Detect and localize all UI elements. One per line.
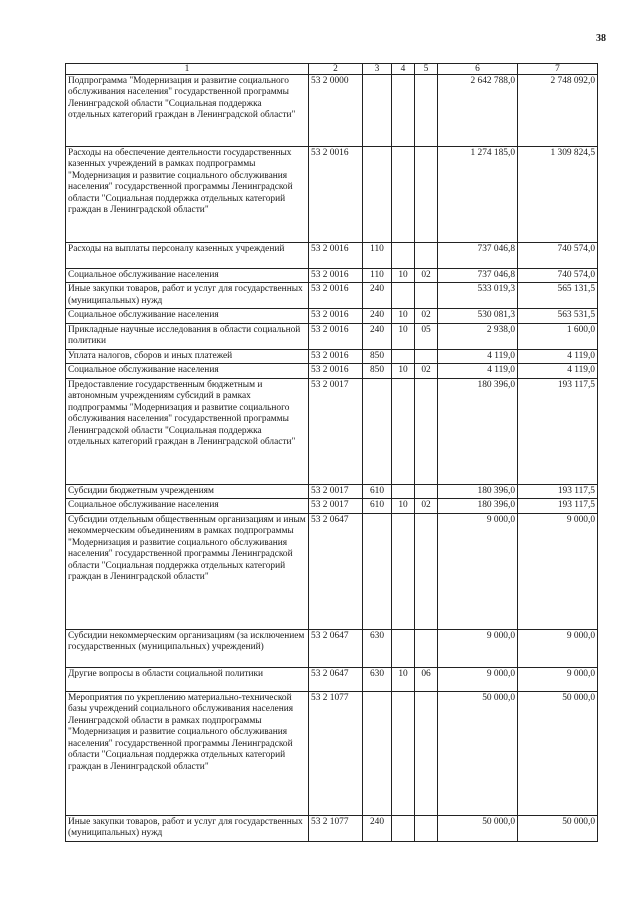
section-cell	[392, 484, 415, 498]
table-row	[66, 815, 598, 841]
amount-year1-cell: 1 274 185,0	[438, 147, 518, 243]
section-cell: 10	[392, 667, 415, 691]
table-row	[66, 484, 598, 498]
section-cell: 10	[392, 323, 415, 349]
expense-type-cell: 240	[363, 283, 392, 309]
expense-type-cell: 240	[363, 323, 392, 349]
amount-year2-cell: 50 000,0	[518, 691, 598, 815]
section-cell	[392, 147, 415, 243]
row-name-cell: Субсидии некоммерческим организациям (за исключением государственных (муниципальных) учреждений)	[66, 629, 309, 667]
row-name-cell: Мероприятия по укреплению материально-технической базы учреждений социального обслуживания населения Ленинградской области в рамках подпрограммы "Модернизация и развитие социального обслуживания населения" государственной программы Ленинградской области "Социальная поддержка отдельных категорий граждан в Ленинградской области"	[66, 691, 309, 815]
column-header: 2	[309, 64, 363, 75]
amount-year1-cell: 9 000,0	[438, 667, 518, 691]
target-code-cell: 53 2 0017	[309, 378, 363, 484]
expense-type-cell: 610	[363, 484, 392, 498]
target-code-cell: 53 2 0000	[309, 75, 363, 147]
subsection-cell	[415, 378, 438, 484]
subsection-cell	[415, 243, 438, 269]
table-row	[66, 378, 598, 484]
expense-type-cell: 610	[363, 499, 392, 513]
expense-type-cell: 110	[363, 269, 392, 283]
subsection-cell: 02	[415, 309, 438, 323]
amount-year2-cell: 565 131,5	[518, 283, 598, 309]
row-name-cell: Расходы на обеспечение деятельности государственных казенных учреждений в рамках подпрограммы "Модернизация и развитие социального обслуживания населения" государственной программы Ленинградской области "Социальная поддержка отдельных категорий граждан в Ленинградской области"	[66, 147, 309, 243]
amount-year2-cell: 740 574,0	[518, 243, 598, 269]
section-cell: 10	[392, 499, 415, 513]
column-header: 6	[438, 64, 518, 75]
target-code-cell: 53 2 0016	[309, 243, 363, 269]
table-row	[66, 691, 598, 815]
target-code-cell: 53 2 0017	[309, 499, 363, 513]
row-name-cell: Социальное обслуживание населения	[66, 309, 309, 323]
amount-year2-cell: 4 119,0	[518, 364, 598, 378]
subsection-cell	[415, 349, 438, 363]
section-cell	[392, 349, 415, 363]
amount-year1-cell: 50 000,0	[438, 815, 518, 841]
subsection-cell	[415, 815, 438, 841]
expense-type-cell: 240	[363, 815, 392, 841]
target-code-cell: 53 2 0016	[309, 364, 363, 378]
table-row	[66, 667, 598, 691]
section-cell: 10	[392, 269, 415, 283]
amount-year1-cell: 2 938,0	[438, 323, 518, 349]
section-cell	[392, 283, 415, 309]
row-name-cell: Субсидии бюджетным учреждениям	[66, 484, 309, 498]
subsection-cell	[415, 147, 438, 243]
amount-year1-cell: 50 000,0	[438, 691, 518, 815]
expense-type-cell	[363, 75, 392, 147]
subsection-cell: 06	[415, 667, 438, 691]
amount-year2-cell: 193 117,5	[518, 378, 598, 484]
row-name-cell: Уплата налогов, сборов и иных платежей	[66, 349, 309, 363]
section-cell	[392, 75, 415, 147]
amount-year2-cell: 740 574,0	[518, 269, 598, 283]
subsection-cell	[415, 484, 438, 498]
amount-year1-cell: 180 396,0	[438, 484, 518, 498]
row-name-cell: Другие вопросы в области социальной политики	[66, 667, 309, 691]
amount-year1-cell: 533 019,3	[438, 283, 518, 309]
expense-type-cell	[363, 691, 392, 815]
table-row	[66, 499, 598, 513]
subsection-cell	[415, 75, 438, 147]
target-code-cell: 53 2 0017	[309, 484, 363, 498]
row-name-cell: Социальное обслуживание населения	[66, 499, 309, 513]
amount-year2-cell: 2 748 092,0	[518, 75, 598, 147]
table-row	[66, 513, 598, 629]
table-row	[66, 309, 598, 323]
amount-year1-cell: 2 642 788,0	[438, 75, 518, 147]
target-code-cell: 53 2 1077	[309, 815, 363, 841]
amount-year2-cell: 1 600,0	[518, 323, 598, 349]
expense-type-cell	[363, 147, 392, 243]
subsection-cell	[415, 691, 438, 815]
target-code-cell: 53 2 0016	[309, 147, 363, 243]
expense-type-cell	[363, 513, 392, 629]
amount-year1-cell: 4 119,0	[438, 364, 518, 378]
budget-table	[65, 63, 598, 842]
expense-type-cell: 630	[363, 629, 392, 667]
section-cell	[392, 691, 415, 815]
amount-year1-cell: 737 046,8	[438, 243, 518, 269]
table-row	[66, 283, 598, 309]
target-code-cell: 53 2 0016	[309, 283, 363, 309]
subsection-cell	[415, 283, 438, 309]
amount-year1-cell: 530 081,3	[438, 309, 518, 323]
section-cell	[392, 513, 415, 629]
amount-year2-cell: 9 000,0	[518, 667, 598, 691]
row-name-cell: Субсидии отдельным общественным организациям и иным некоммерческим объединениям в рамках подпрограммы "Модернизация и развитие социального обслуживания населения" государственной программы Ленинградской области "Социальная поддержка отдельных категорий граждан в Ленинградской области"	[66, 513, 309, 629]
target-code-cell: 53 2 1077	[309, 691, 363, 815]
column-header: 7	[518, 64, 598, 75]
amount-year1-cell: 737 046,8	[438, 269, 518, 283]
target-code-cell: 53 2 0016	[309, 269, 363, 283]
amount-year2-cell: 563 531,5	[518, 309, 598, 323]
section-cell: 10	[392, 309, 415, 323]
amount-year1-cell: 9 000,0	[438, 513, 518, 629]
table-row	[66, 629, 598, 667]
amount-year2-cell: 193 117,5	[518, 484, 598, 498]
amount-year2-cell: 4 119,0	[518, 349, 598, 363]
subsection-cell	[415, 629, 438, 667]
subsection-cell: 02	[415, 499, 438, 513]
expense-type-cell: 110	[363, 243, 392, 269]
row-name-cell: Иные закупки товаров, работ и услуг для государственных (муниципальных) нужд	[66, 815, 309, 841]
target-code-cell: 53 2 0647	[309, 667, 363, 691]
amount-year1-cell: 9 000,0	[438, 629, 518, 667]
column-header: 5	[415, 64, 438, 75]
section-cell	[392, 815, 415, 841]
expense-type-cell: 240	[363, 309, 392, 323]
subsection-cell: 05	[415, 323, 438, 349]
table-row	[66, 75, 598, 147]
amount-year2-cell: 50 000,0	[518, 815, 598, 841]
amount-year2-cell: 193 117,5	[518, 499, 598, 513]
table-row	[66, 323, 598, 349]
expense-type-cell: 850	[363, 364, 392, 378]
expense-type-cell: 630	[363, 667, 392, 691]
amount-year2-cell: 9 000,0	[518, 513, 598, 629]
row-name-cell: Предоставление государственным бюджетным и автономным учреждениям субсидий в рамках подпрограммы "Модернизация и развитие социального обслуживания населения" государственной программы Ленинградской области "Социальная поддержка отдельных категорий граждан в Ленинградской области"	[66, 378, 309, 484]
subsection-cell: 02	[415, 364, 438, 378]
expense-type-cell	[363, 378, 392, 484]
row-name-cell: Расходы на выплаты персоналу казенных учреждений	[66, 243, 309, 269]
amount-year1-cell: 4 119,0	[438, 349, 518, 363]
row-name-cell: Социальное обслуживание населения	[66, 269, 309, 283]
row-name-cell: Прикладные научные исследования в области социальной политики	[66, 323, 309, 349]
amount-year2-cell: 1 309 824,5	[518, 147, 598, 243]
table-row	[66, 269, 598, 283]
amount-year2-cell: 9 000,0	[518, 629, 598, 667]
row-name-cell: Подпрограмма "Модернизация и развитие социального обслуживания населения" государственной программы Ленинградской области "Социальная поддержка отдельных категорий граждан в Ленинградской области"	[66, 75, 309, 147]
subsection-cell	[415, 513, 438, 629]
section-cell: 10	[392, 364, 415, 378]
table-row	[66, 243, 598, 269]
target-code-cell: 53 2 0016	[309, 349, 363, 363]
amount-year1-cell: 180 396,0	[438, 378, 518, 484]
table-header-row	[66, 64, 598, 75]
target-code-cell: 53 2 0647	[309, 629, 363, 667]
target-code-cell: 53 2 0016	[309, 323, 363, 349]
section-cell	[392, 378, 415, 484]
table-row	[66, 147, 598, 243]
column-header: 3	[363, 64, 392, 75]
row-name-cell: Иные закупки товаров, работ и услуг для государственных (муниципальных) нужд	[66, 283, 309, 309]
section-cell	[392, 243, 415, 269]
page-number: 38	[596, 33, 606, 44]
column-header: 1	[66, 64, 309, 75]
amount-year1-cell: 180 396,0	[438, 499, 518, 513]
target-code-cell: 53 2 0647	[309, 513, 363, 629]
table-row	[66, 349, 598, 363]
target-code-cell: 53 2 0016	[309, 309, 363, 323]
row-name-cell: Социальное обслуживание населения	[66, 364, 309, 378]
table-row	[66, 364, 598, 378]
subsection-cell: 02	[415, 269, 438, 283]
section-cell	[392, 629, 415, 667]
column-header: 4	[392, 64, 415, 75]
expense-type-cell: 850	[363, 349, 392, 363]
